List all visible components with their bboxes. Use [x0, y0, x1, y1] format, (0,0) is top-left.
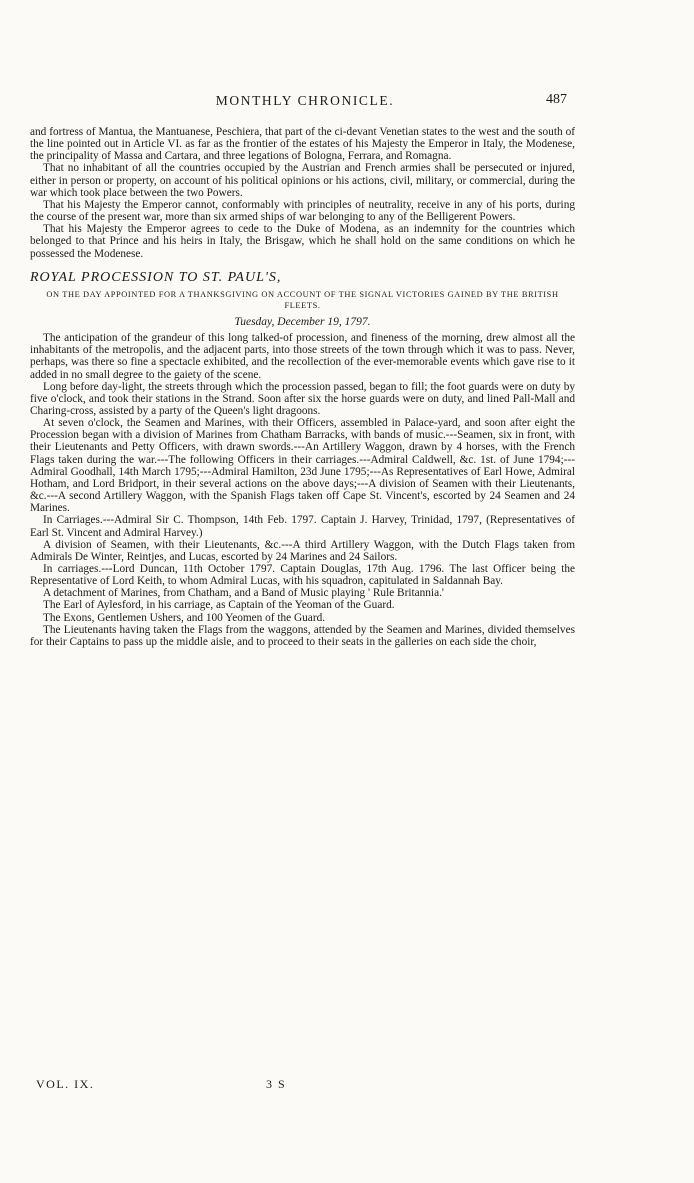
article-paragraph: The Earl of Aylesford, in his carriage, as Captain of the Yeoman of the Guard. — [43, 599, 395, 612]
running-title: MONTHLY CHRONICLE. — [215, 93, 395, 108]
article-paragraph: The Exons, Gentlemen Ushers, and 100 Yeomen of the Guard. — [43, 611, 326, 624]
treaty-paragraph: That his Majesty the Emperor agrees to cede to the Duke of Modena, as an indemnity for the countries which belonged to that Prince and his heirs in Italy, the Brisgaw, which he shall hold on the same conditions on which he possessed the Modenese. — [30, 223, 575, 260]
article-paragraph: Long before day-light, the streets through which the procession passed, began to fill; the foot guards were on duty by five o'clock, and took their stations in the Strand. Soon after six the horse guards were on duty, and lined Pall-Mall and Charing-cross, assisted by a party of the Queen's light dragoons. — [30, 380, 575, 417]
article-paragraph: A detachment of Marines, from Chatham, and a Band of Music playing ' Rule Britannia.' — [43, 587, 444, 600]
article-title: ROYAL PROCESSION TO ST. PAUL'S, — [30, 269, 282, 285]
article-paragraph: At seven o'clock, the Seamen and Marines, with their Officers, assembled in Palace-yard, and soon after eight the Procession began with a division of Marines from Chatham Barracks, with bands of music.---Seamen, six in front, with their Lieutenants and Petty Officers, with drawn swords.---An Artillery Waggon, drawn by 4 horses, with the French Flags taken during the war.---The following Officers in their carriages.---Admiral Caldwell, &c. 1st. of June 1794;---Admiral Goodhall, 14th March 1795;---Admiral Hamilton, 23d June 1795;---As Representatives of Earl Howe, Admiral Hotham, and Lord Bridport, in their several actions on the above days;---A division of Seamen with their Lieutenants, &c.---A second Artillery Waggon, with the Spanish Flags taken off Cape St. Vincent's, escorted by 24 Seamen and 24 Marines. — [30, 417, 575, 515]
article-paragraph: The Lieutenants having taken the Flags from the waggons, attended by the Seamen and Marines, divided themselves for their Captains to pass up the middle aisle, and to proceed to their seats in the galleries on each side the choir, — [30, 623, 575, 648]
treaty-paragraph: That his Majesty the Emperor cannot, conformably with principles of neutrality, receive in any of his ports, during the course of the present war, more than six armed ships of war belonging to any of the Belligerent Powers. — [30, 198, 575, 224]
page-number: 487 — [546, 92, 567, 107]
volume-label: VOL. IX. — [36, 1077, 95, 1091]
signature-mark: 3 S — [266, 1077, 287, 1091]
article-paragraph: In carriages.---Lord Duncan, 11th October 1797. Captain Douglas, 17th Aug. 1796. The last Officer being the Representative of Lord Keith, to whom Admiral Lucas, with his squadron, capitulated in Saldannah Bay. — [30, 563, 575, 588]
treaty-paragraph: and fortress of Mantua, the Mantuanese, Peschiera, that part of the ci-devant Venetian states to the west and the south of the line pointed out in Article VI. as far as the frontier of the estates of his Majesty the Emperor in Italy, the Modenese, the principality of Massa and Cartara, and three legations of Bologna, Ferrara, and Romagna. — [30, 126, 575, 163]
article-date: Tuesday, December 19, 1797. — [234, 315, 371, 328]
article-paragraph: A division of Seamen, with their Lieutenants, &c.---A third Artillery Waggon, with the Dutch Flags taken from Admirals De Winter, Reintjes, and Lucas, escorted by 24 Marines and 24 Sailors. — [30, 538, 575, 563]
article-paragraph: The anticipation of the grandeur of this long talked-of procession, and fineness of the morning, drew almost all the inhabitants of the metropolis, and the adjacent parts, into those streets of the town through which it was to pass. Never, perhaps, was there so fine a spectacle exhibited, and the recollection of the ever-memorable events which gave rise to it added in no small degree to the gaiety of the scene. — [30, 332, 575, 381]
treaty-paragraph: That no inhabitant of all the countries occupied by the Austrian and French armies shall be persecuted or injured, either in person or property, on account of his political opinions or his actions, civil, military, or commercial, during the war which took place between the two Powers. — [30, 162, 575, 199]
article-paragraph: In Carriages.---Admiral Sir C. Thompson, 14th Feb. 1797. Captain J. Harvey, Trinidad, 1797, (Representatives of Earl St. Vincent and Admiral Harvey.) — [30, 514, 575, 539]
page-body — [30, 126, 575, 648]
page-footer — [36, 1077, 576, 1092]
article-subtitle: ON THE DAY APPOINTED FOR A THANKSGIVING ON ACCOUNT OF THE SIGNAL VICTORIES GAINED BY THE BRITISH FLEETS. — [46, 289, 559, 311]
